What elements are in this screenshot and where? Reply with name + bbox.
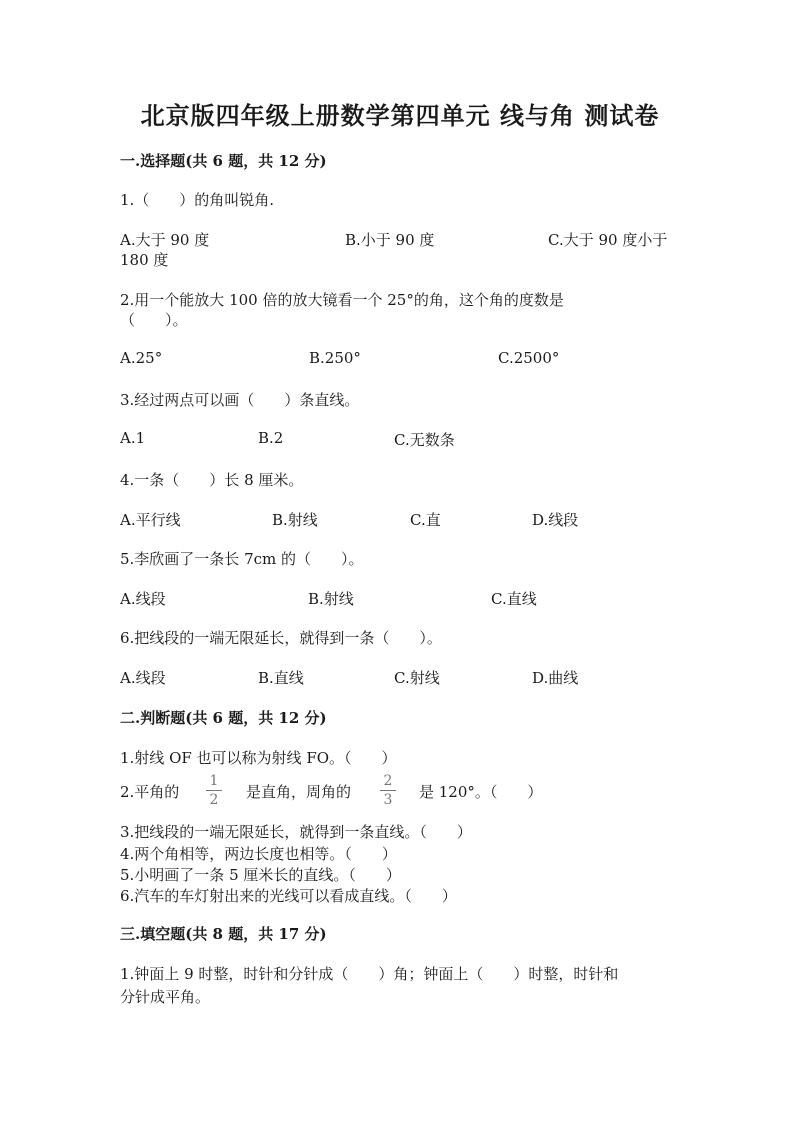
fraction-one-half: [206, 773, 222, 808]
question-4-option-a: A.平行线: [120, 511, 181, 529]
judgement-question-5: 5.小明画了一条 5 厘米长的直线。（ ）: [120, 866, 401, 884]
question-6-option-d: D.曲线: [532, 669, 579, 687]
fraction-numerator: 2: [383, 773, 393, 789]
fraction-two-thirds: [380, 773, 396, 808]
question-5-option-a: A.线段: [120, 590, 166, 608]
fraction-bar: [380, 790, 396, 791]
fraction-bar: [206, 790, 222, 791]
question-2-option-b: B.250°: [309, 349, 361, 367]
question-6-option-a: A.线段: [120, 669, 166, 687]
judgement-question-1: 1.射线 OF 也可以称为射线 FO。（ ）: [120, 749, 397, 767]
question-3-option-c: C.无数条: [394, 431, 455, 449]
question-4-option-d: D.线段: [532, 511, 579, 529]
question-3-option-b: B.2: [258, 429, 284, 447]
question-4-option-c: C.直: [410, 511, 441, 529]
page-title: 北京版四年级上册数学第四单元 线与角 测试卷: [140, 101, 660, 130]
judgement-question-4: 4.两个角相等，两边长度也相等。（ ）: [120, 845, 397, 863]
question-1-option-a: A.大于 90 度: [120, 231, 210, 249]
question-1-stem: 1.（ ）的角叫锐角.: [120, 191, 275, 209]
fraction-denominator: 3: [383, 792, 393, 808]
judgement-question-2-part-3: 是 120°。（ ）: [419, 783, 543, 801]
fill-question-1-continued: 分针成平角。: [120, 988, 211, 1006]
fraction-numerator: 1: [209, 773, 219, 789]
question-2-stem-continued: （ ）。: [120, 311, 188, 329]
question-6-stem: 6.把线段的一端无限延长，就得到一条（ ）。: [120, 629, 442, 647]
fill-question-1: 1.钟面上 9 时整，时针和分针成（ ）角；钟面上（ ）时整，时针和: [120, 965, 619, 983]
question-1-option-b: B.小于 90 度: [345, 231, 435, 249]
question-5-option-b: B.射线: [308, 590, 354, 608]
question-4-stem: 4.一条（ ）长 8 厘米。: [120, 471, 304, 489]
question-5-option-c: C.直线: [491, 590, 537, 608]
judgement-question-3: 3.把线段的一端无限延长，就得到一条直线。（ ）: [120, 823, 472, 841]
question-1-option-c: C.大于 90 度小于: [548, 231, 668, 249]
question-4-option-b: B.射线: [272, 511, 318, 529]
judgement-question-2-part-1: 2.平角的: [120, 783, 180, 801]
question-2-stem: 2.用一个能放大 100 倍的放大镜看一个 25°的角，这个角的度数是: [120, 291, 564, 309]
judgement-question-6: 6.汽车的车灯射出来的光线可以看成直线。（ ）: [120, 887, 457, 905]
question-3-stem: 3.经过两点可以画（ ）条直线。: [120, 391, 360, 409]
section-heading-choice: 一.选择题(共 6 题，共 12 分): [120, 152, 327, 170]
judgement-question-2-part-2: 是直角，周角的: [246, 783, 352, 801]
question-6-option-c: C.射线: [394, 669, 440, 687]
fraction-denominator: 2: [209, 792, 219, 808]
question-3-option-a: A.1: [120, 429, 146, 447]
section-heading-judgement: 二.判断题(共 6 题，共 12 分): [120, 709, 327, 727]
question-2-option-a: A.25°: [120, 349, 163, 367]
section-heading-fill-in: 三.填空题(共 8 题，共 17 分): [120, 925, 327, 943]
question-2-option-c: C.2500°: [498, 349, 560, 367]
question-5-stem: 5.李欣画了一条长 7cm 的（ ）。: [120, 550, 364, 568]
question-1-option-c-continued: 180 度: [120, 251, 169, 269]
question-6-option-b: B.直线: [258, 669, 304, 687]
